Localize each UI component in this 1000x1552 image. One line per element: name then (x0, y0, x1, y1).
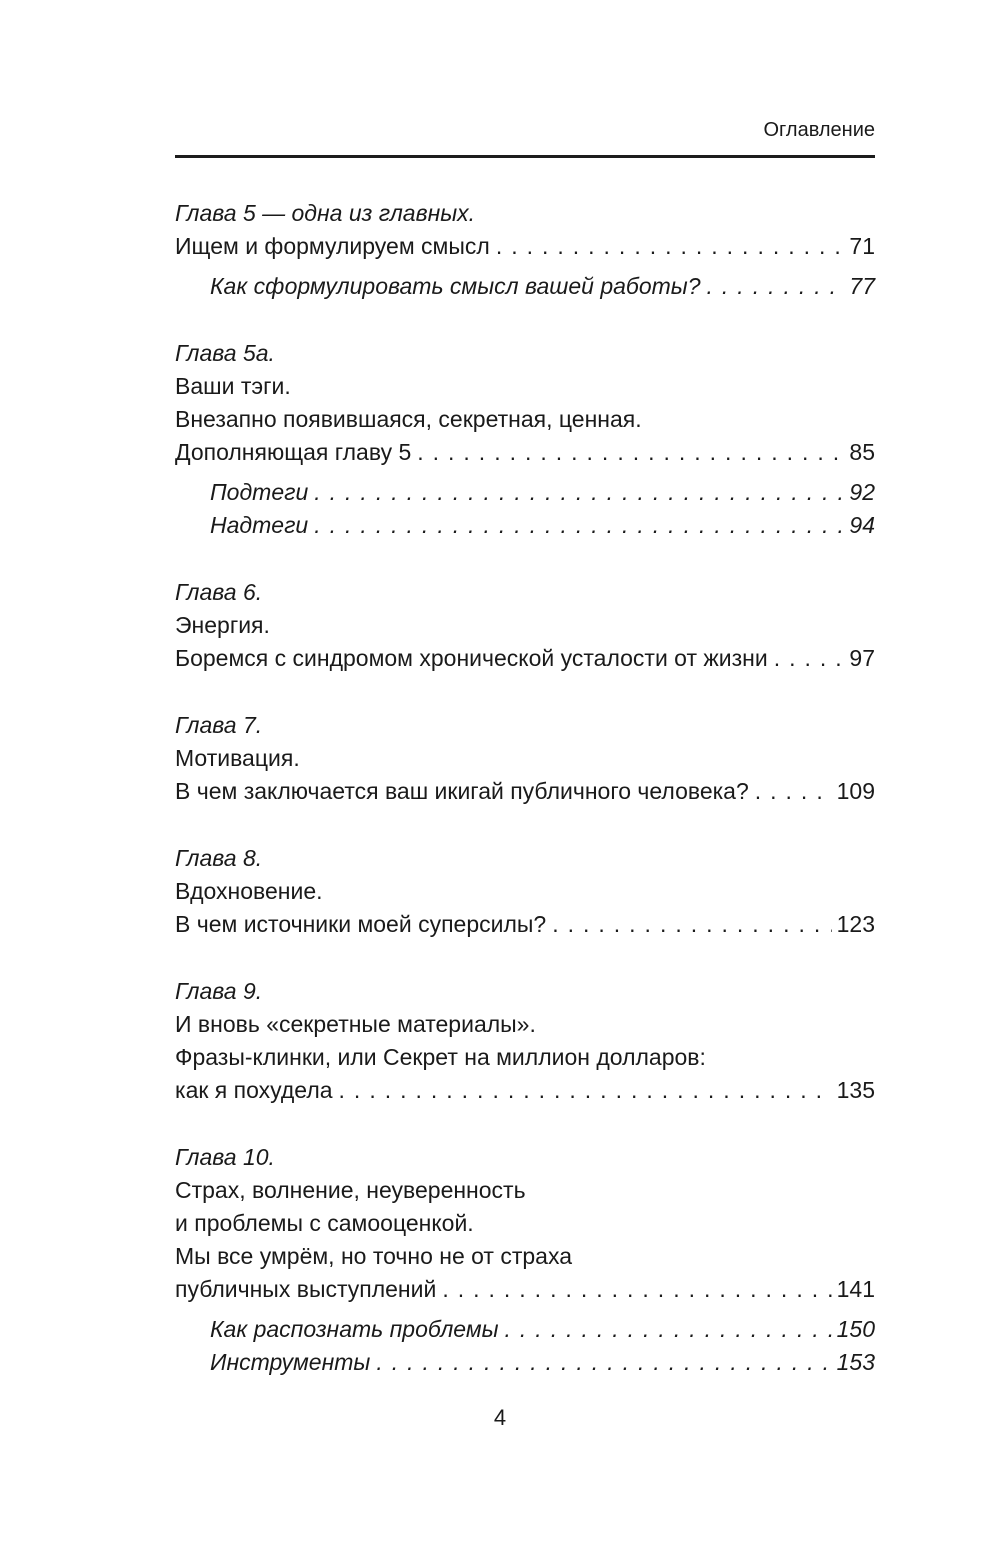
toc-subentry (210, 270, 875, 303)
page-ref: 150 (836, 1316, 875, 1342)
page-ref: 77 (849, 273, 875, 299)
chapter-title: Глава 5а. (175, 340, 275, 366)
toc-line (175, 230, 875, 263)
toc-line (175, 436, 875, 469)
toc-line-text: как я похудела (175, 1077, 333, 1103)
dot-leader (755, 775, 832, 808)
page-ref: 71 (849, 233, 875, 259)
chapter-title: Глава 8. (175, 845, 263, 871)
dot-leader (505, 1313, 832, 1346)
chapter-title: Глава 9. (175, 978, 263, 1004)
page-ref: 135 (836, 1077, 875, 1103)
toc-line-text: Мы все умрём, но точно не от страха (175, 1243, 573, 1269)
dot-leader (314, 476, 844, 509)
page-ref: 92 (849, 479, 875, 505)
chapter-title: Глава 6. (175, 579, 263, 605)
running-head-title: Оглавление (763, 119, 875, 141)
dot-leader (707, 270, 845, 303)
toc-subentry (210, 1346, 875, 1379)
page-ref: 94 (849, 512, 875, 538)
dot-leader (339, 1074, 832, 1107)
toc-line (175, 908, 875, 941)
toc-line-text: Мотивация. (175, 745, 300, 771)
toc-line-text: Инструменты (210, 1349, 371, 1375)
toc-line-text: В чем заключается ваш икигай публичного человека? (175, 778, 749, 804)
dot-leader (774, 642, 845, 675)
toc-entry (175, 1141, 875, 1379)
running-head (175, 0, 875, 158)
dot-leader (314, 509, 844, 542)
toc-line (175, 1074, 875, 1107)
toc-line-text: Надтеги (210, 512, 309, 538)
chapter-title: Глава 5 — одна из главных. (175, 200, 476, 226)
toc-line-text: Ищем и формулируем смысл (175, 233, 490, 259)
toc-line-text: и проблемы с самооценкой. (175, 1210, 474, 1236)
toc-line-text: Внезапно появившаяся, секретная, ценная. (175, 406, 642, 432)
toc-subentry (210, 509, 875, 542)
toc-entry (175, 975, 875, 1107)
toc-line (175, 1273, 875, 1306)
dot-leader (417, 436, 844, 469)
toc-line (175, 642, 875, 675)
table-of-contents (175, 197, 875, 1379)
toc-entry (175, 337, 875, 542)
dot-leader (376, 1346, 831, 1379)
chapter-title: Глава 10. (175, 1144, 275, 1170)
toc-subentry (210, 476, 875, 509)
toc-entry (175, 576, 875, 675)
toc-entry (175, 842, 875, 941)
toc-line-text: Подтеги (210, 479, 309, 505)
folio-page-number: 4 (493, 1405, 507, 1430)
page-ref: 123 (836, 911, 875, 937)
toc-line-text: Вдохновение. (175, 878, 323, 904)
page-ref: 97 (849, 645, 875, 671)
toc-subentry (210, 1313, 875, 1346)
page-ref: 153 (836, 1349, 875, 1375)
toc-line-text: публичных выступлений (175, 1276, 437, 1302)
toc-line-text: Боремся с синдромом хронической усталости от жизни (175, 645, 768, 671)
chapter-title: Глава 7. (175, 712, 263, 738)
dot-leader (552, 908, 831, 941)
toc-line-text: Энергия. (175, 612, 270, 638)
toc-line-text: Страх, волнение, неуверенность (175, 1177, 526, 1203)
page-ref: 109 (836, 778, 875, 804)
toc-line-text: Как сформулировать смысл вашей работы? (210, 273, 701, 299)
toc-line-text: Фразы-клинки, или Секрет на миллион долларов: (175, 1044, 706, 1070)
toc-line (175, 775, 875, 808)
toc-entry (175, 709, 875, 808)
toc-line-text: И вновь «секретные материалы». (175, 1011, 536, 1037)
dot-leader (496, 230, 845, 263)
page-ref: 85 (849, 439, 875, 465)
toc-line-text: В чем источники моей суперсилы? (175, 911, 547, 937)
toc-line-text: Дополняющая главу 5 (175, 439, 412, 465)
toc-line-text: Ваши тэги. (175, 373, 291, 399)
page-ref: 141 (836, 1276, 875, 1302)
dot-leader (442, 1273, 831, 1306)
toc-line-text: Как распознать проблемы (210, 1316, 499, 1342)
toc-entry (175, 197, 875, 303)
